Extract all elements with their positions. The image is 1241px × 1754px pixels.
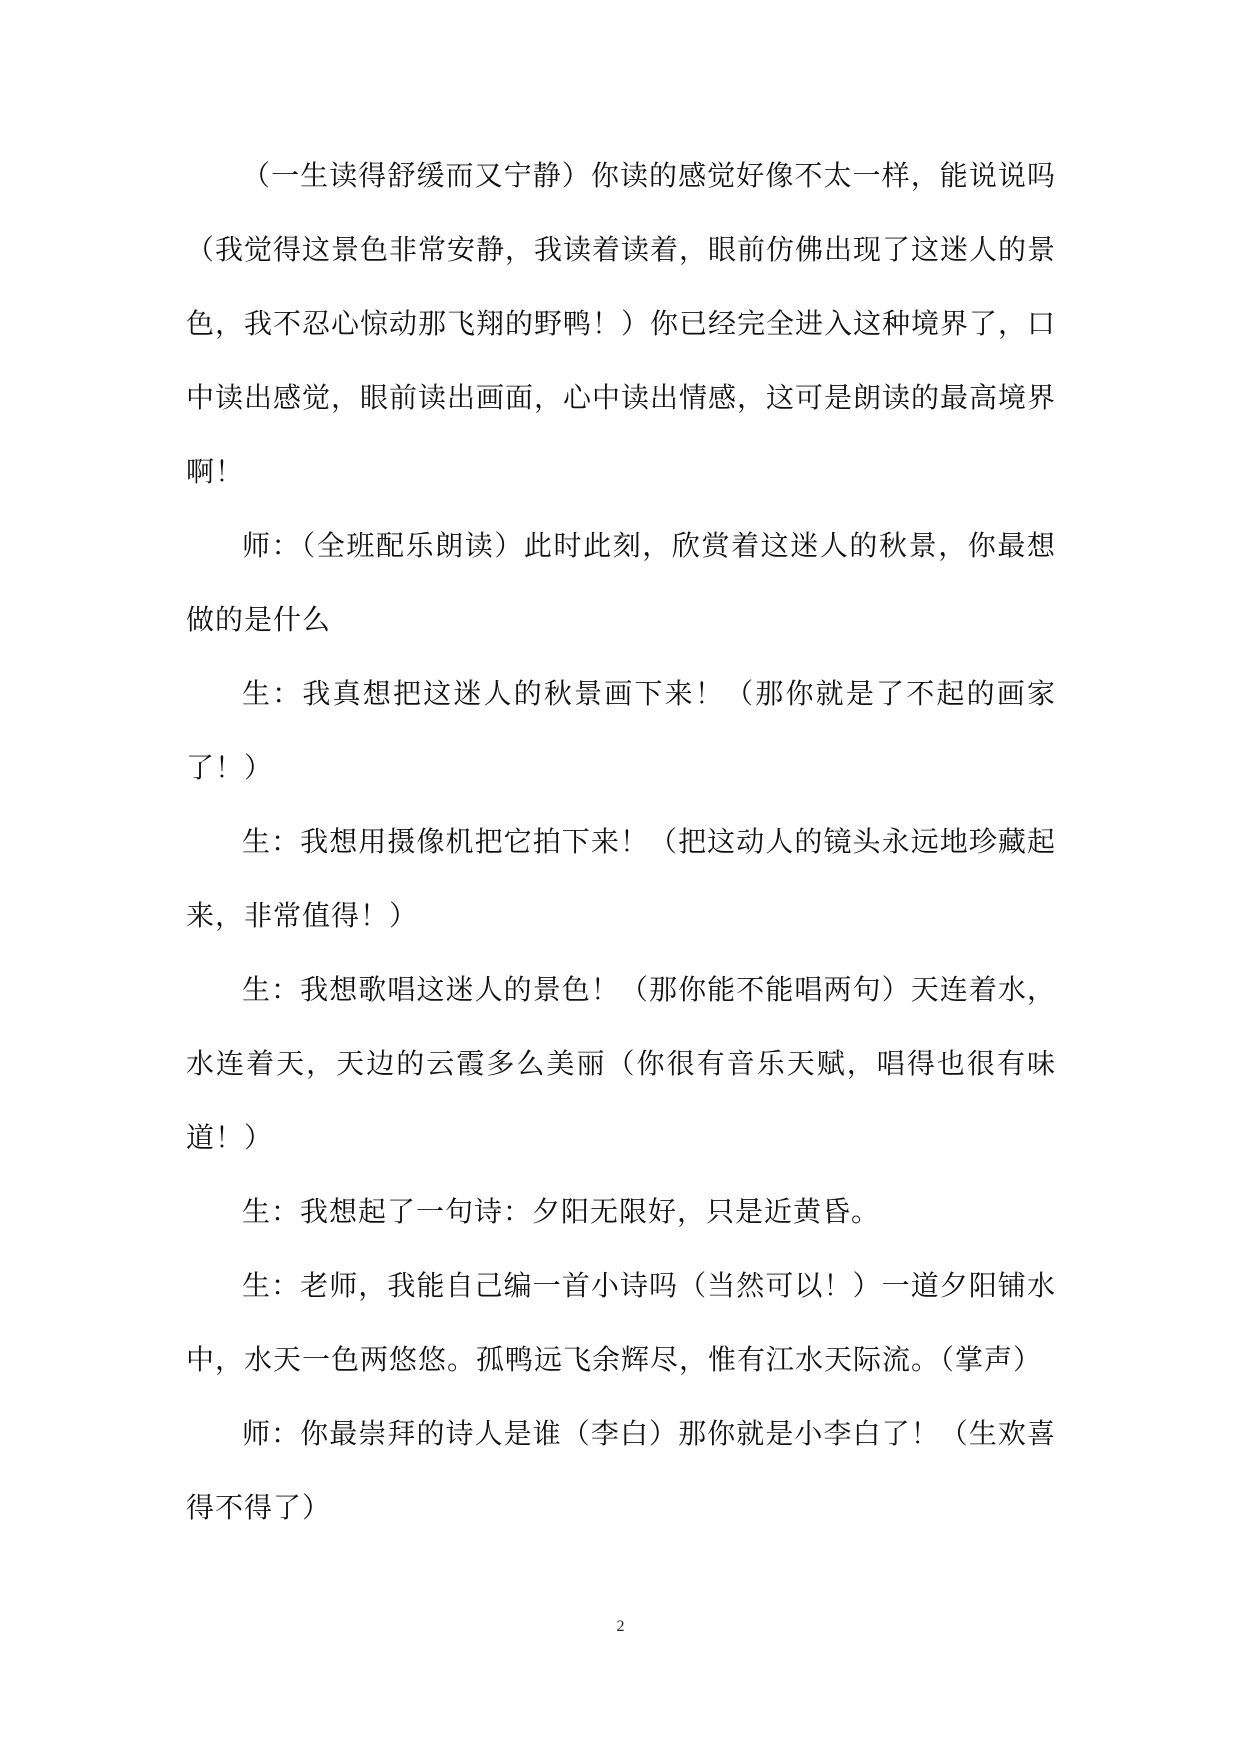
paragraph-teacher-question: 师：（全班配乐朗读）此时此刻，欣赏着这迷人的秋景，你最想做的是什么 (186, 529, 1056, 636)
paragraph-reading-discussion: （一生读得舒缓而又宁静）你读的感觉好像不太一样，能说说吗（我觉得这景色非常安静，我读着读着，眼前仿佛出现了这迷人的景色，我不忍心惊动那飞翔的野鸭！）你已经完全进入这种境界了，口中读出感觉，眼前读出画面，心中读出情感，这可是朗读的最高境界啊！ (186, 159, 1057, 488)
paragraph-teacher-li-bai: 师：你最崇拜的诗人是谁（李白）那你就是小李白了！（生欢喜得不得了） (186, 1417, 1056, 1524)
paragraph-student-own-poem: 生：老师，我能自己编一首小诗吗（当然可以！）一道夕阳铺水中，水天一色两悠悠。孤鸭远飞余辉尽，惟有江水天际流。（掌声） (186, 1269, 1056, 1376)
page-number: 2 (616, 1618, 625, 1635)
paragraph-student-camera: 生：我想用摄像机把它拍下来！（把这动人的镜头永远地珍藏起来，非常值得！） (186, 825, 1056, 932)
paragraph-student-poem-quote: 生：我想起了一句诗：夕阳无限好，只是近黄昏。 (242, 1195, 881, 1228)
paragraph-student-sing: 生：我想歌唱这迷人的景色！（那你能不能唱两句）天连着水，水连着天，天边的云霞多么美丽（你很有音乐天赋，唱得也很有味道！） (186, 973, 1056, 1154)
document-body (186, 139, 1056, 1545)
paragraph-student-paint: 生：我真想把这迷人的秋景画下来！（那你就是了不起的画家了！） (186, 677, 1056, 784)
